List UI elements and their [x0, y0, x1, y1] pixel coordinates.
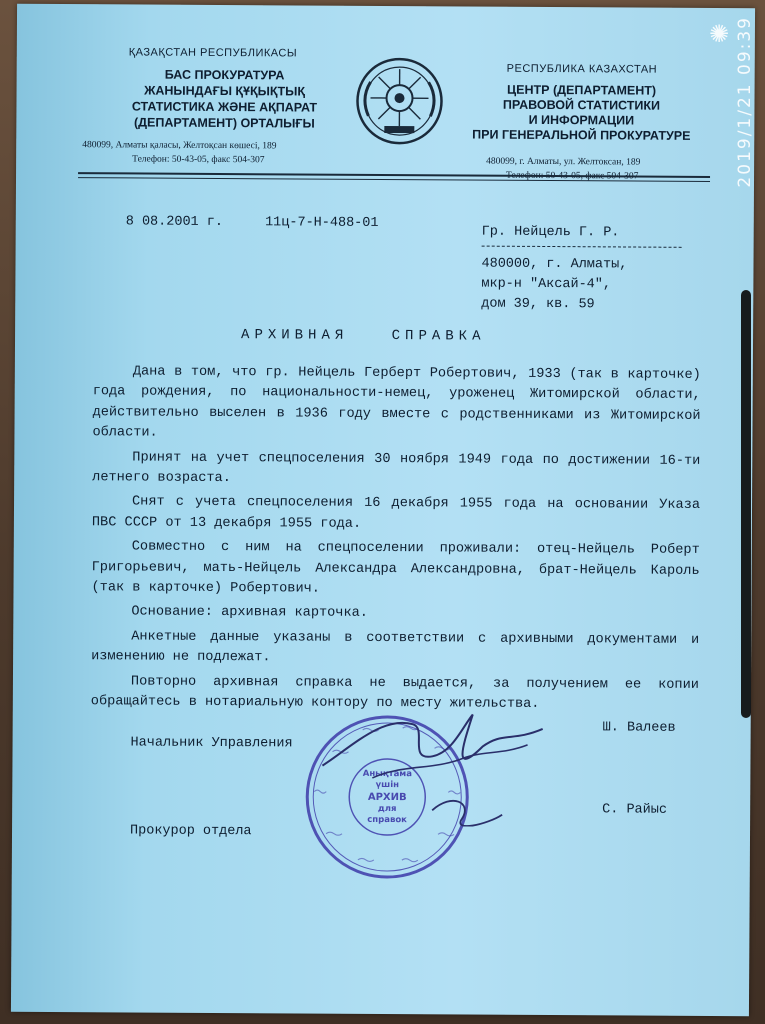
addressee-name: Гр. Нейцель Г. Р. — [481, 224, 620, 241]
ru-org-line: ЦЕНТР (ДЕПАРТАМЕНТ) — [507, 82, 657, 98]
addressee-line: мкр-н "Аксай-4", — [481, 276, 612, 293]
head-name: Ш. Валеев — [602, 720, 676, 736]
kz-org-line: ЖАНЫНДАҒЫ ҚҰҚЫҚТЫҚ — [144, 83, 306, 99]
document-date-line — [126, 214, 413, 231]
document-page — [11, 4, 755, 1016]
body-paragraph: Основание: архивная карточка. — [131, 604, 368, 622]
addressee-line: дом 39, кв. 59 — [481, 296, 595, 313]
ru-org-line: И ИНФОРМАЦИИ — [528, 112, 635, 128]
prosecutor-name: С. Райыс — [602, 802, 668, 818]
ru-organization-name — [456, 82, 706, 144]
kz-organization-name — [99, 66, 349, 132]
scroll-indicator — [741, 290, 751, 718]
handwritten-signature — [312, 706, 553, 827]
stamp-center-line: АРХИВ — [367, 791, 407, 804]
document-body — [91, 362, 701, 720]
kz-org-line: (ДЕПАРТАМЕНТ) ОРТАЛЫҒЫ — [133, 115, 315, 131]
ru-org-line: ПРАВОВОЙ СТАТИСТИКИ — [502, 97, 661, 113]
kz-address-line: 480099, Алматы қаласы, Желтоқсан көшесі, 189 — [82, 140, 277, 152]
stamp-center-line: Анықтама — [362, 768, 413, 780]
document-date: 8 08.2001 г. — [125, 214, 224, 231]
prosecutor-title: Прокурор отдела — [129, 823, 252, 840]
body-paragraph: Принят на учет спецпоселения 30 ноября 1949 года по достижении 16-ти летнего возраста. — [92, 450, 701, 487]
head-title: Начальник Управления — [130, 735, 293, 752]
kz-org-line: БАС ПРОКУРАТУРА — [164, 67, 285, 83]
ru-org-line: ПРИ ГЕНЕРАЛЬНОЙ ПРОКУРАТУРЕ — [472, 127, 691, 143]
document-title: АРХИВНАЯ СПРАВКА — [241, 327, 486, 345]
stamp-center-line: справок — [367, 814, 408, 826]
kz-org-line: СТАТИСТИКА ЖӘНЕ АҚПАРАТ — [131, 99, 318, 115]
ru-address-line: 480099, г. Алматы, ул. Желтоксан, 189 — [486, 156, 641, 168]
stamp-center-line: үшін — [375, 779, 400, 791]
stamp-center-line: для — [377, 803, 397, 815]
body-paragraph: Совместно с ним на спецпоселении проживали: отец-Нейцель Роберт Григорьевич, мать-Нейцель Александра Александровна, брат-Нейцель Кароль (так в карточке) Робертович. — [91, 539, 700, 597]
body-paragraph: Анкетные данные указаны в соответствии с архивными документами и изменению не подлежат. — [91, 629, 700, 666]
body-paragraph: Повторно архивная справка не выдается, за получением ее копии обращайтесь в нотариальную контору по месту жительства. — [90, 674, 699, 713]
body-paragraph: Снят с учета спецпоселения 16 декабря 1955 года на основании Указа ПВС СССР от 13 декабря 1955 года. — [91, 494, 701, 532]
timestamp-watermark: 2019/1/21 09:39 — [735, 16, 755, 188]
kz-address — [82, 138, 362, 168]
document-number: 11ц-7-Н-488-01 — [265, 215, 379, 231]
addressee-line: 480000, г. Алматы, — [481, 256, 628, 273]
body-paragraph: Дана в том, что гр. Нейцель Герберт Робертович, 1933 (так в карточке) года рождения, по национальности-немец, уроженец Житомирской области, действительно выселен в 1936 году вместе с родственниками из Житомирской области. — [92, 364, 701, 441]
state-emblem-icon — [354, 56, 445, 147]
addressee-block — [481, 223, 682, 316]
kz-phone-line: Телефон: 50-43-05, факс 504-307 — [132, 154, 265, 166]
camera-watermark-icon: ✺ — [709, 20, 730, 48]
kz-republic-header: ҚАЗАҚСТАН РЕСПУБЛИКАСЫ — [128, 46, 298, 60]
ru-republic-header: РЕСПУБЛИКА КАЗАХСТАН — [506, 62, 658, 76]
addressee-divider — [482, 246, 682, 248]
